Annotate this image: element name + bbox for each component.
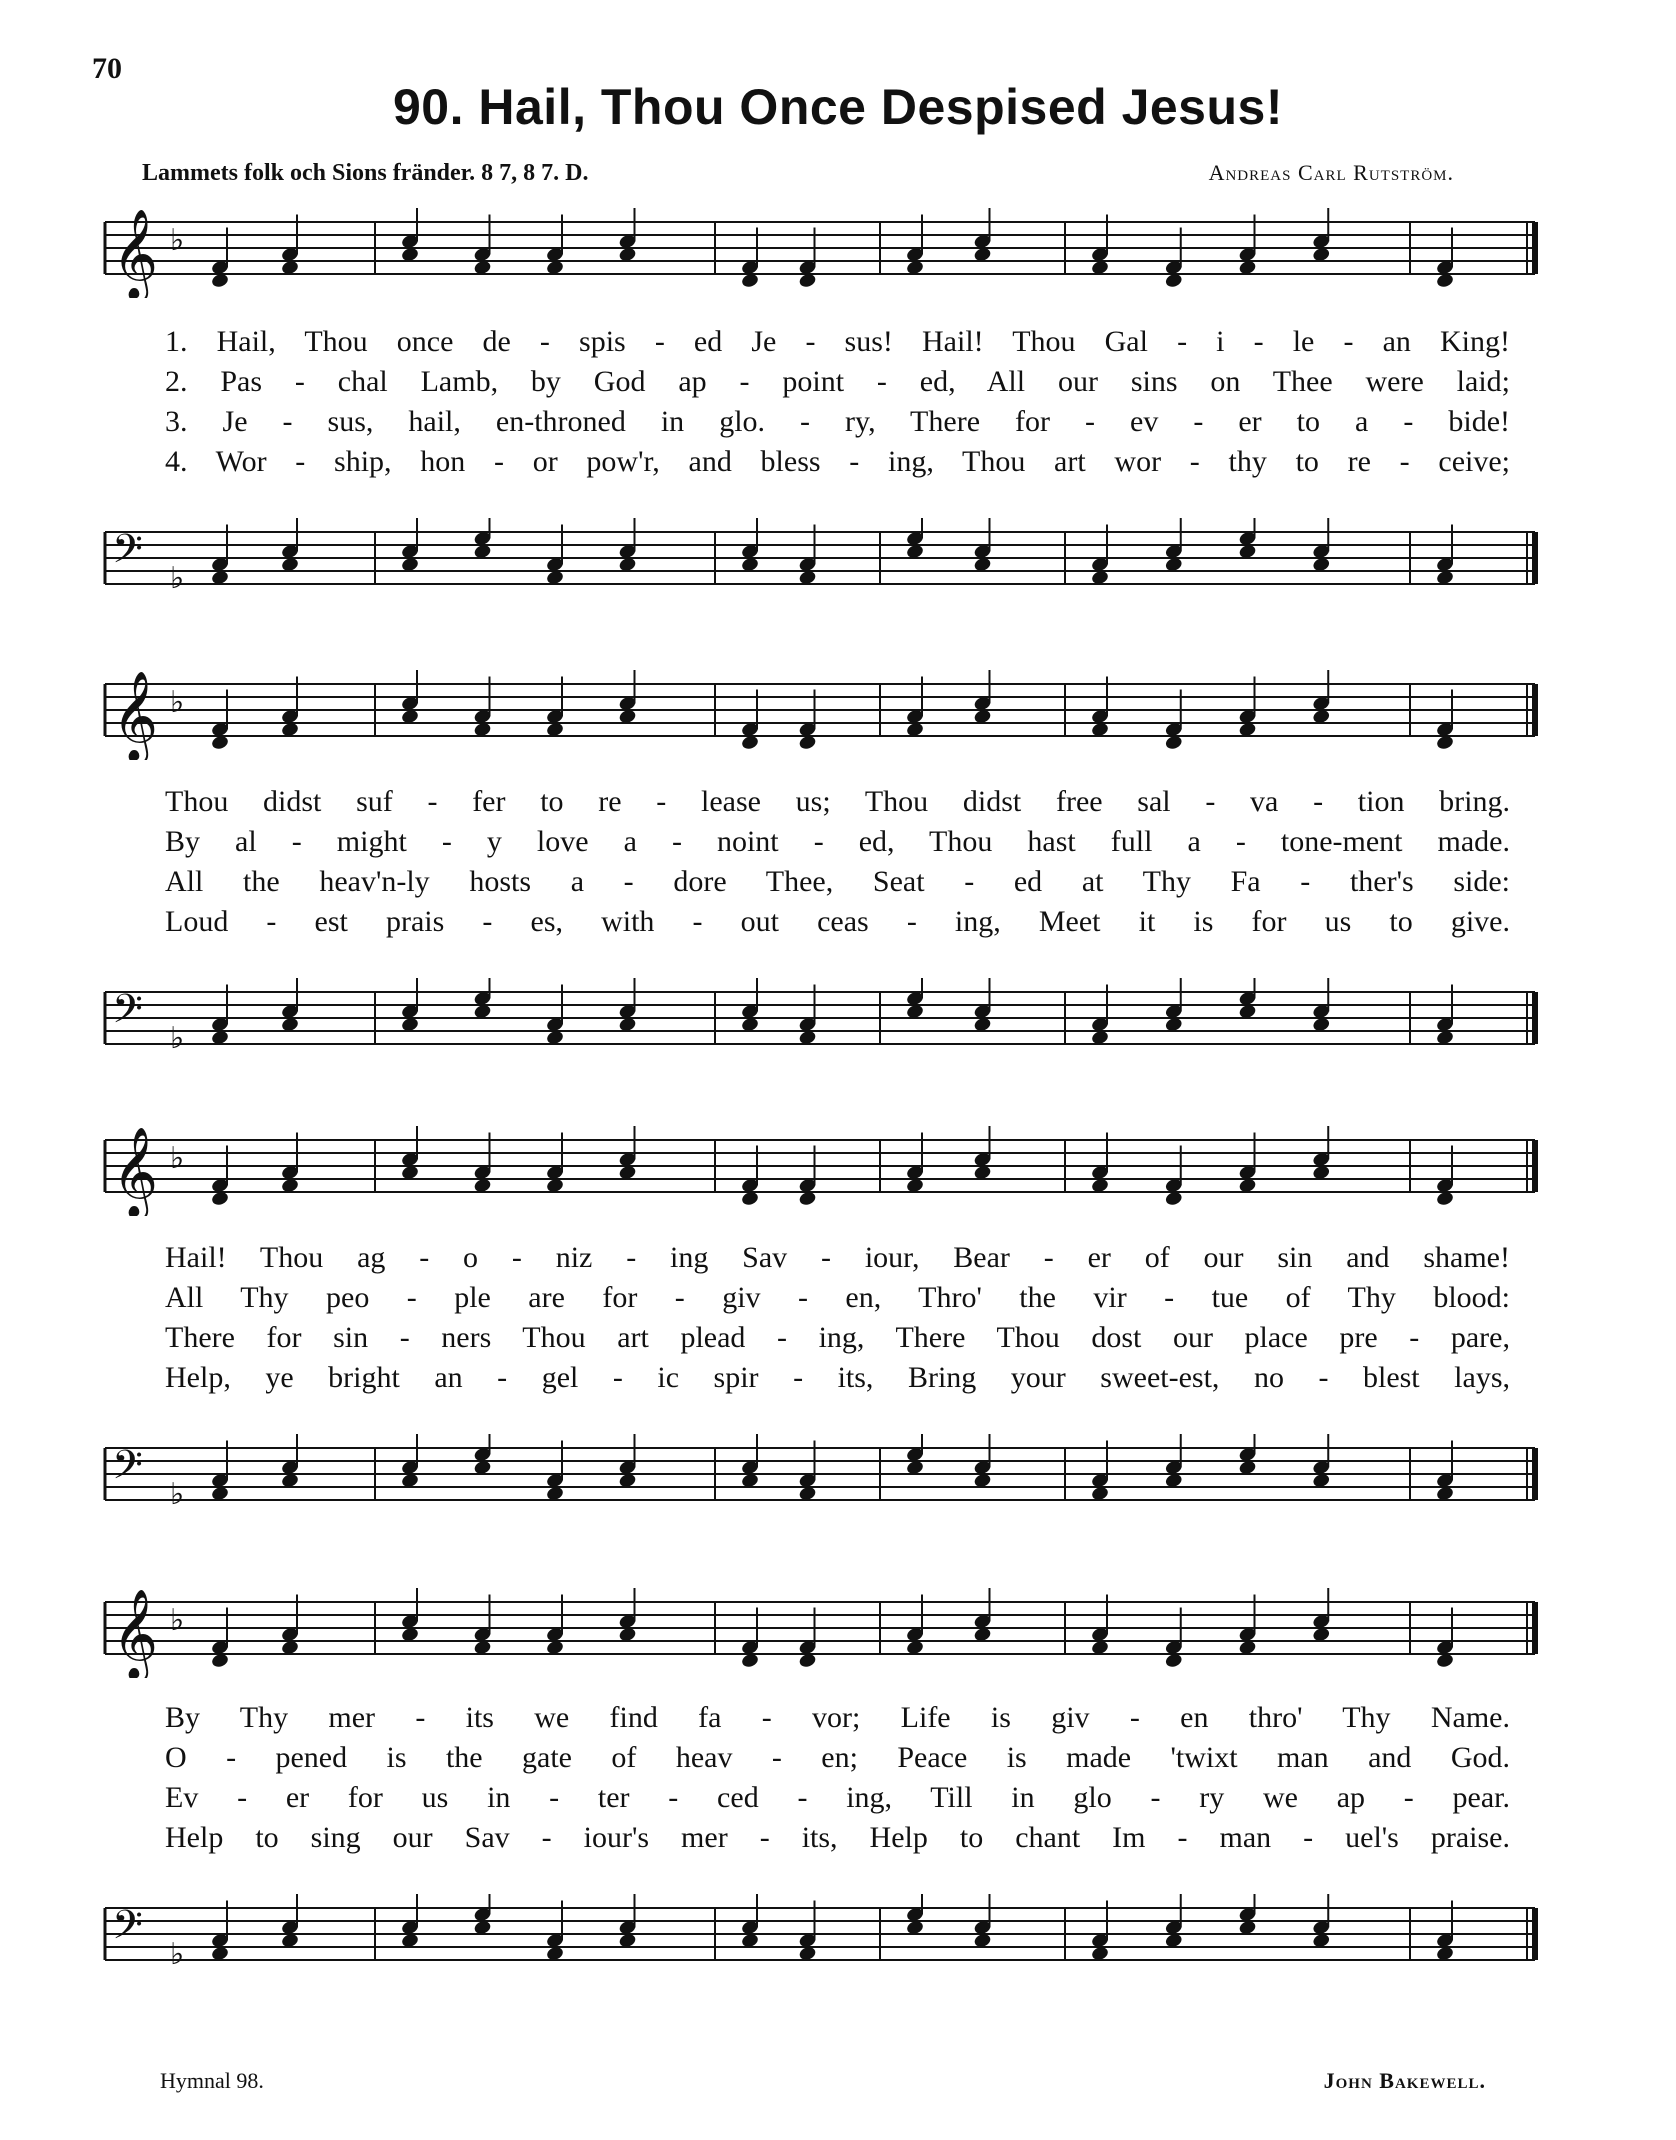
lyric-line: By Thy mer - its we find fa - vor; Life is giv - en thro' Thy Name. — [165, 1701, 1510, 1734]
hymn-title: 90. Hail, Thou Once Despised Jesus! — [392, 79, 1283, 135]
lyric-line: Hail! Thou ag - o - niz - ing Sav - iour, Bear - er of our sin and shame! — [165, 1241, 1510, 1274]
lyric-line: By al - might - y love a - noint - ed, Thou hast full a - tone-ment made. — [165, 825, 1510, 858]
svg-text:𝄢: 𝄢 — [112, 526, 143, 582]
treble-staff — [0, 208, 1676, 298]
lyric-line: 2. Pas - chal Lamb, by God ap - point - ed, All our sins on Thee were laid; — [165, 365, 1510, 398]
lyric-line: Thou didst suf - fer to re - lease us; Thou didst free sal - va - tion bring. — [165, 785, 1510, 818]
svg-text:𝄢: 𝄢 — [112, 986, 143, 1042]
svg-text:♭: ♭ — [170, 223, 185, 258]
treble-staff — [0, 1126, 1676, 1216]
svg-text:♭: ♭ — [170, 1141, 185, 1176]
svg-text:𝄢: 𝄢 — [112, 1442, 143, 1498]
bass-staff — [0, 1434, 1676, 1524]
svg-text:♭: ♭ — [170, 1021, 185, 1056]
bass-staff — [0, 978, 1676, 1068]
svg-text:♭: ♭ — [170, 685, 185, 720]
bass-staff — [0, 1894, 1676, 1984]
lyric-line: There for sin - ners Thou art plead - ing, There Thou dost our place pre - pare, — [165, 1321, 1510, 1354]
lyric-line: O - pened is the gate of heav - en; Peace is made 'twixt man and God. — [165, 1741, 1510, 1774]
footer-hymnal-ref: Hymnal 98. — [160, 2068, 264, 2093]
tune-name: Lammets folk och Sions fränder. 8 7, 8 7. D. — [142, 160, 589, 186]
svg-text:𝄢: 𝄢 — [112, 1902, 143, 1958]
svg-text:𝄞: 𝄞 — [112, 671, 159, 760]
lyric-line: Help to sing our Sav - iour's mer - its, Help to chant Im - man - uel's praise. — [165, 1821, 1510, 1854]
svg-text:𝄞: 𝄞 — [112, 209, 159, 298]
svg-text:𝄞: 𝄞 — [112, 1127, 159, 1216]
footer-author: John Bakewell. — [1323, 2068, 1486, 2093]
svg-text:♭: ♭ — [170, 1937, 185, 1972]
svg-text:♭: ♭ — [170, 561, 185, 596]
composer-credit: Andreas Carl Rutström. — [1208, 160, 1454, 185]
lyric-line: All the heav'n-ly hosts a - dore Thee, Seat - ed at Thy Fa - ther's side: — [165, 865, 1510, 898]
lyric-line: 4. Wor - ship, hon - or pow'r, and bless - ing, Thou art wor - thy to re - ceive; — [165, 445, 1510, 478]
treble-staff — [0, 670, 1676, 760]
lyric-line: 1. Hail, Thou once de - spis - ed Je - sus! Hail! Thou Gal - i - le - an King! — [165, 325, 1510, 358]
lyric-line: Loud - est prais - es, with - out ceas - ing, Meet it is for us to give. — [165, 905, 1510, 938]
svg-text:𝄞: 𝄞 — [112, 1589, 159, 1678]
page-number: 70 — [92, 52, 122, 85]
lyric-line: All Thy peo - ple are for - giv - en, Thro' the vir - tue of Thy blood: — [165, 1281, 1510, 1314]
treble-staff — [0, 1588, 1676, 1678]
lyric-line: Help, ye bright an - gel - ic spir - its, Bring your sweet-est, no - blest lays, — [165, 1361, 1510, 1394]
svg-text:♭: ♭ — [170, 1603, 185, 1638]
bass-staff — [0, 518, 1676, 608]
lyric-line: 3. Je - sus, hail, en-throned in glo. - ry, There for - ev - er to a - bide! — [165, 405, 1510, 438]
svg-text:♭: ♭ — [170, 1477, 185, 1512]
lyric-line: Ev - er for us in - ter - ced - ing, Till in glo - ry we ap - pear. — [165, 1781, 1510, 1814]
